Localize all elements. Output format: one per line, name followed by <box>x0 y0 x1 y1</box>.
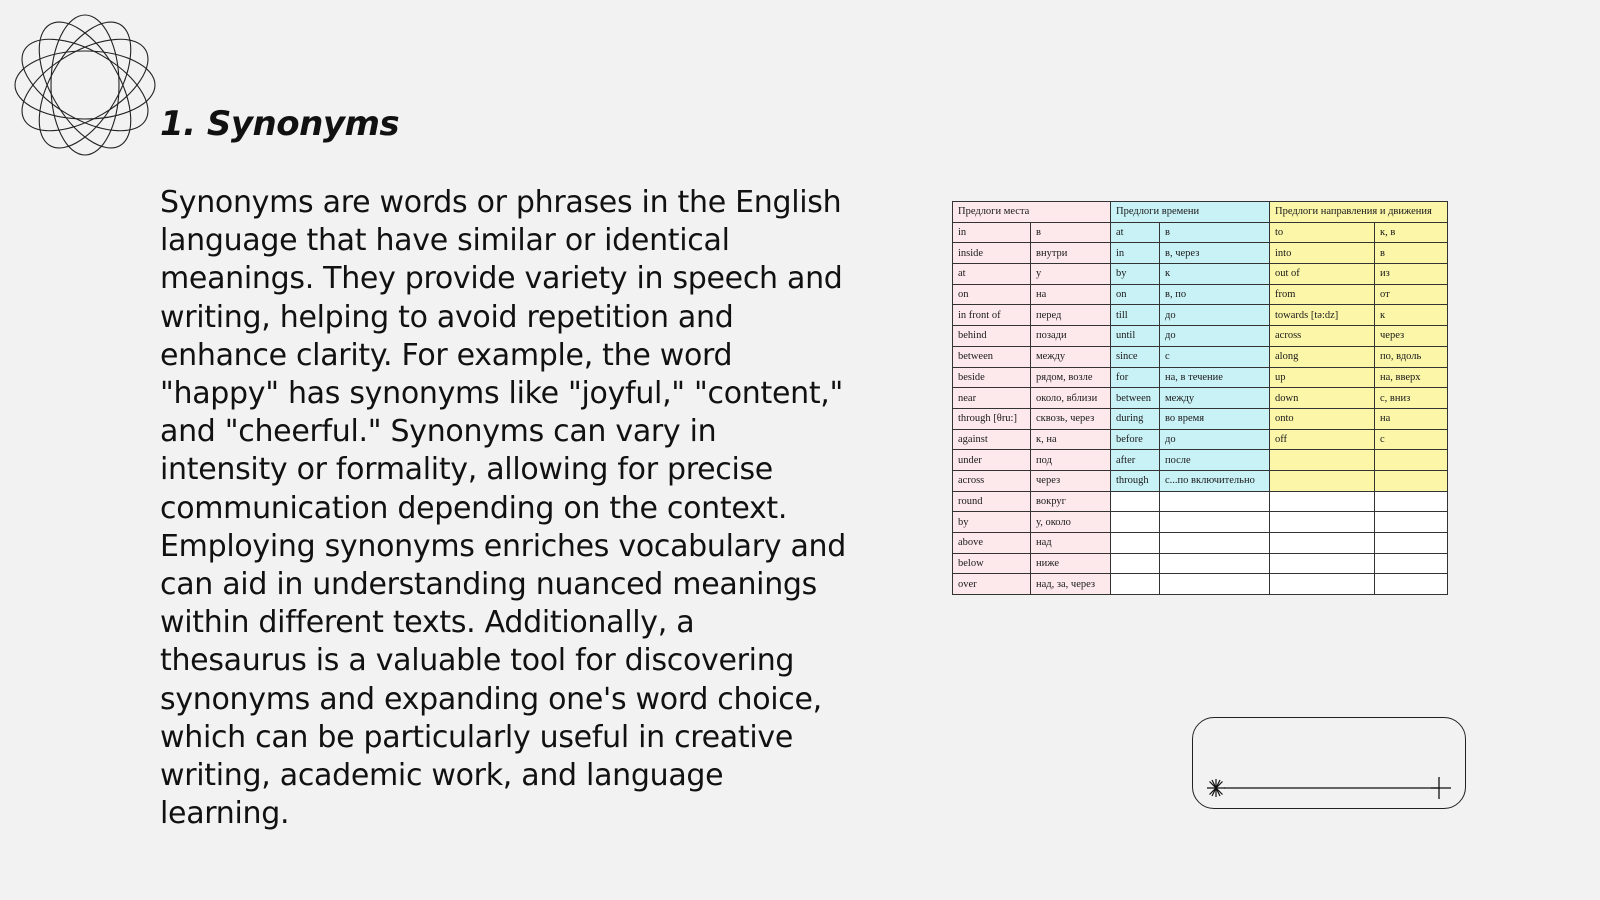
table-cell: along <box>1270 346 1375 367</box>
table-cell <box>1375 470 1448 491</box>
body-paragraph: Synonyms are words or phrases in the English language that have similar or identical meanings. They provide variety in speech and writing, helping to avoid repetition and enhance clarity. For example, the word "happy" has synonyms like "joyful," "content," and "cheerful." Synonyms can vary in intensity or formality, allowing for precise communication depending on the context. Employing synonyms enriches vocabulary and can aid in understanding nuanced meanings within different texts. Additionally, a thesaurus is a valuable tool for discovering synonyms and expanding one's word choice, which can be particularly useful in creative writing, academic work, and language learning. <box>160 185 846 832</box>
table-cell <box>1111 533 1160 554</box>
table-cell <box>1111 553 1160 574</box>
table-cell: between <box>953 346 1031 367</box>
table-row <box>953 367 1448 388</box>
table-row <box>953 326 1448 347</box>
table-row <box>953 305 1448 326</box>
table-row <box>953 264 1448 285</box>
table-cell: над <box>1031 533 1111 554</box>
table-cell <box>1270 450 1375 471</box>
table-cell: through [θru:] <box>953 408 1031 429</box>
table-cell: между <box>1160 388 1270 409</box>
table-row <box>953 533 1448 554</box>
table-cell: beside <box>953 367 1031 388</box>
slide-title: 1. Synonyms <box>160 104 400 144</box>
table-cell: in <box>953 222 1031 243</box>
table-row <box>953 222 1448 243</box>
table-cell: в, через <box>1160 243 1270 264</box>
table-cell: с...по включительно <box>1160 470 1270 491</box>
table-row <box>953 574 1448 595</box>
table-cell: during <box>1111 408 1160 429</box>
table-row <box>953 346 1448 367</box>
table-cell: inside <box>953 243 1031 264</box>
table-cell: на <box>1031 284 1111 305</box>
table-cell: on <box>1111 284 1160 305</box>
prepositions-table-image <box>952 201 1448 595</box>
table-cell: из <box>1375 264 1448 285</box>
table-row <box>953 388 1448 409</box>
table-cell: behind <box>953 326 1031 347</box>
table-row <box>953 470 1448 491</box>
table-cell <box>1111 512 1160 533</box>
table-cell <box>1375 553 1448 574</box>
table-cell: с <box>1160 346 1270 367</box>
table-header-row <box>953 202 1448 223</box>
table-cell: к, в <box>1375 222 1448 243</box>
plus-cross-icon <box>1431 777 1451 799</box>
table-cell: вокруг <box>1031 491 1111 512</box>
decorative-line <box>1202 775 1460 801</box>
table-cell: up <box>1270 367 1375 388</box>
table-row <box>953 408 1448 429</box>
table-cell <box>1375 491 1448 512</box>
table-cell: около, вблизи <box>1031 388 1111 409</box>
table-cell: at <box>1111 222 1160 243</box>
table-row <box>953 243 1448 264</box>
table-row <box>953 491 1448 512</box>
table-cell: across <box>953 470 1031 491</box>
table-cell: across <box>1270 326 1375 347</box>
table-cell: between <box>1111 388 1160 409</box>
table-cell: в <box>1160 222 1270 243</box>
table-cell: under <box>953 450 1031 471</box>
table-cell: между <box>1031 346 1111 367</box>
table-cell: до <box>1160 305 1270 326</box>
table-cell: to <box>1270 222 1375 243</box>
table-cell: off <box>1270 429 1375 450</box>
table-cell: на, вверх <box>1375 367 1448 388</box>
table-header-cell: Предлоги времени <box>1111 202 1270 223</box>
table-row <box>953 284 1448 305</box>
table-cell: у, около <box>1031 512 1111 533</box>
table-cell <box>1375 512 1448 533</box>
table-cell: through <box>1111 470 1160 491</box>
table-cell: через <box>1375 326 1448 347</box>
table-cell <box>1160 574 1270 595</box>
table-cell: on <box>953 284 1031 305</box>
table-cell: после <box>1160 450 1270 471</box>
table-cell: над, за, через <box>1031 574 1111 595</box>
table-cell <box>1160 512 1270 533</box>
table-header-cell: Предлоги места <box>953 202 1111 223</box>
table-cell: на <box>1375 408 1448 429</box>
sparkle-icon <box>1207 779 1225 797</box>
table-cell: in front of <box>953 305 1031 326</box>
table-cell <box>1270 491 1375 512</box>
table-cell: in <box>1111 243 1160 264</box>
table-cell: onto <box>1270 408 1375 429</box>
table-cell: перед <box>1031 305 1111 326</box>
table-cell: к <box>1375 305 1448 326</box>
table-cell <box>1160 491 1270 512</box>
table-cell: before <box>1111 429 1160 450</box>
table-cell: until <box>1111 326 1160 347</box>
table-cell: до <box>1160 326 1270 347</box>
table-cell: позади <box>1031 326 1111 347</box>
table-cell: over <box>953 574 1031 595</box>
table-row <box>953 429 1448 450</box>
table-cell: at <box>953 264 1031 285</box>
table-cell: до <box>1160 429 1270 450</box>
table-cell: ниже <box>1031 553 1111 574</box>
table-cell <box>1270 470 1375 491</box>
table-cell: against <box>953 429 1031 450</box>
table-cell: from <box>1270 284 1375 305</box>
table-cell: into <box>1270 243 1375 264</box>
table-cell <box>1270 533 1375 554</box>
table-cell: above <box>953 533 1031 554</box>
table-cell: out of <box>1270 264 1375 285</box>
table-cell: к, на <box>1031 429 1111 450</box>
table-cell <box>1375 574 1448 595</box>
orbit-rings-icon <box>10 10 160 160</box>
table-cell: у <box>1031 264 1111 285</box>
table-cell: сквозь, через <box>1031 408 1111 429</box>
table-cell: во время <box>1160 408 1270 429</box>
table-cell: к <box>1160 264 1270 285</box>
table-cell: в, по <box>1160 284 1270 305</box>
table-cell: by <box>953 512 1031 533</box>
table-cell: с, вниз <box>1375 388 1448 409</box>
table-row <box>953 512 1448 533</box>
table-cell <box>1375 450 1448 471</box>
table-cell <box>1160 553 1270 574</box>
table-cell <box>1270 574 1375 595</box>
table-cell: в <box>1375 243 1448 264</box>
table-cell: от <box>1375 284 1448 305</box>
table-cell: с <box>1375 429 1448 450</box>
table-cell: round <box>953 491 1031 512</box>
table-cell: под <box>1031 450 1111 471</box>
table-cell: в <box>1031 222 1111 243</box>
table-cell: down <box>1270 388 1375 409</box>
table-cell <box>1160 533 1270 554</box>
table-cell <box>1375 533 1448 554</box>
table-cell: towards [tə:dz] <box>1270 305 1375 326</box>
table-cell: внутри <box>1031 243 1111 264</box>
prepositions-table <box>952 201 1448 595</box>
table-cell: below <box>953 553 1031 574</box>
table-cell: after <box>1111 450 1160 471</box>
table-cell: рядом, возле <box>1031 367 1111 388</box>
table-cell: by <box>1111 264 1160 285</box>
table-cell <box>1111 574 1160 595</box>
table-row <box>953 450 1448 471</box>
table-cell: for <box>1111 367 1160 388</box>
table-row <box>953 553 1448 574</box>
table-cell: на, в течение <box>1160 367 1270 388</box>
table-cell: near <box>953 388 1031 409</box>
table-cell: по, вдоль <box>1375 346 1448 367</box>
table-cell <box>1270 553 1375 574</box>
table-cell <box>1111 491 1160 512</box>
table-cell: через <box>1031 470 1111 491</box>
table-cell <box>1270 512 1375 533</box>
table-header-cell: Предлоги направления и движения <box>1270 202 1448 223</box>
table-cell: till <box>1111 305 1160 326</box>
table-cell: since <box>1111 346 1160 367</box>
